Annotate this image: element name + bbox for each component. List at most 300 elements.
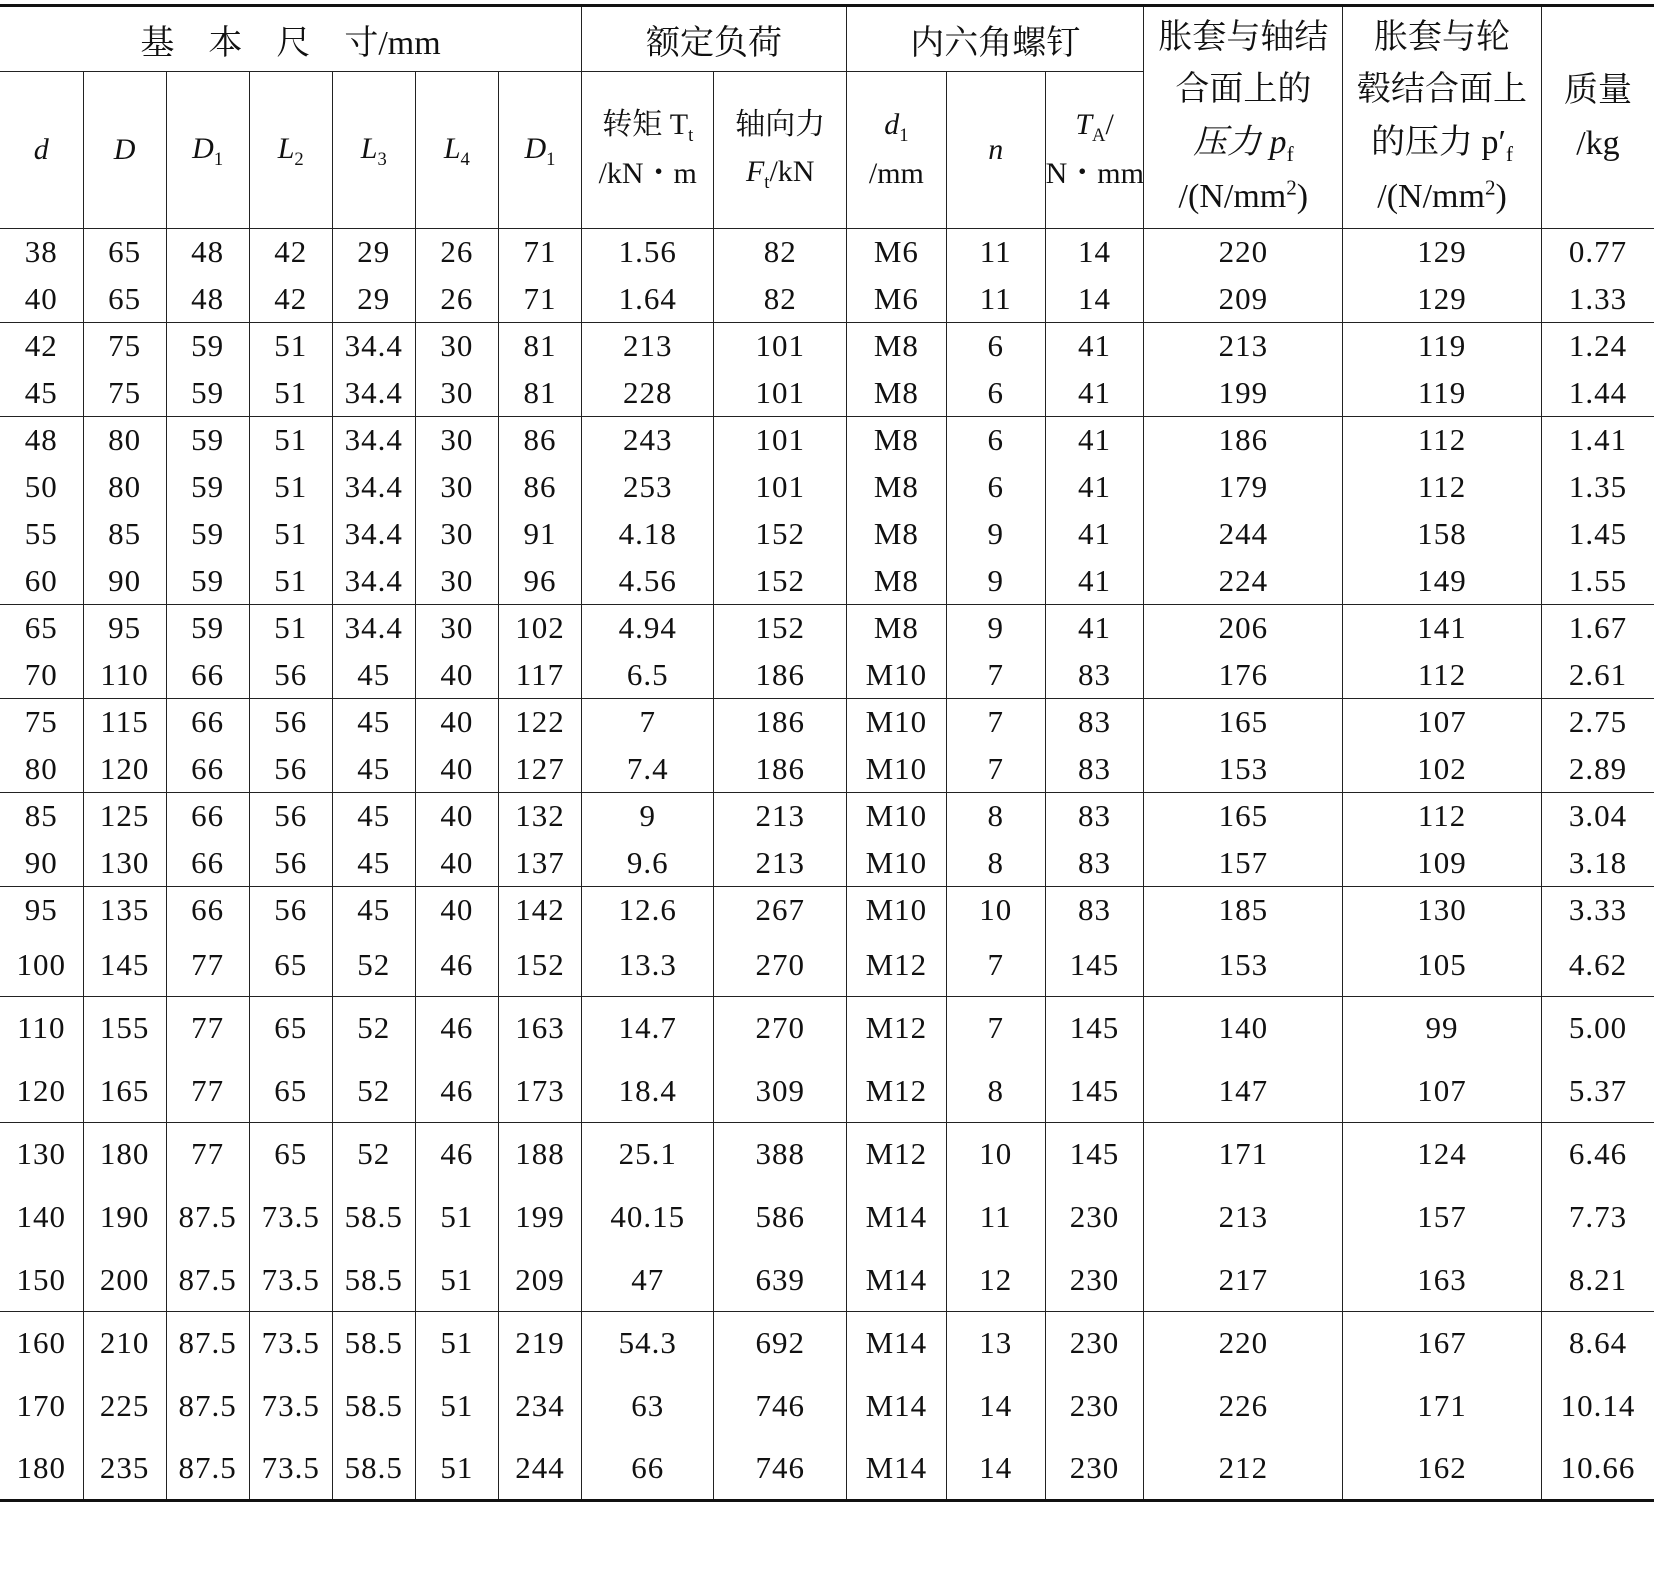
table-cell: 186 [714,652,846,699]
table-cell: 1.45 [1541,511,1654,558]
table-cell: 40 [415,887,498,934]
table-cell: 5.00 [1541,997,1654,1060]
table-cell: 213 [1144,1186,1343,1249]
table-cell: 112 [1343,793,1542,840]
table-cell: 186 [714,699,846,746]
table-cell: 41 [1045,605,1144,652]
table-row [0,1312,1654,1375]
table-cell: M10 [846,887,946,934]
table-cell: 34.4 [332,558,415,605]
table-cell: 66 [582,1438,714,1501]
table-cell: 40.15 [582,1186,714,1249]
table-cell: 160 [0,1312,83,1375]
table-row [0,840,1654,887]
table-cell: 179 [1144,464,1343,511]
table-cell: 48 [166,276,249,323]
table-cell: 9 [582,793,714,840]
table-cell: M8 [846,605,946,652]
table-cell: 51 [415,1375,498,1438]
table-cell: 30 [415,370,498,417]
table-cell: 9 [946,605,1045,652]
table-cell: 3.04 [1541,793,1654,840]
table-cell: 66 [166,887,249,934]
table-cell: 107 [1343,699,1542,746]
table-cell: 253 [582,464,714,511]
table-cell: 130 [0,1123,83,1186]
table-cell: 153 [1144,746,1343,793]
table-cell: 58.5 [332,1312,415,1375]
table-cell: 87.5 [166,1186,249,1249]
table-cell: 66 [166,793,249,840]
table-cell: M12 [846,1060,946,1123]
table-cell: 90 [24,844,58,880]
table-cell: 141 [1343,605,1542,652]
table-cell: 4.62 [1541,934,1654,997]
table-cell: 200 [83,1249,166,1312]
table-cell: 8 [946,840,1045,887]
table-cell: 162 [1343,1438,1542,1501]
table-row [0,1375,1654,1438]
table-cell: 45 [332,699,415,746]
table-cell: 234 [498,1375,581,1438]
table-cell: 186 [1144,417,1343,464]
table-cell: 59 [166,370,249,417]
table-cell: 147 [1144,1060,1343,1123]
table-cell: 230 [1045,1438,1144,1501]
table-cell: 107 [1343,1060,1542,1123]
table-cell: 34.4 [332,511,415,558]
table-cell: 110 [83,652,166,699]
table-cell: 38 [0,229,83,276]
table-cell: 101 [714,464,846,511]
table-cell: 56 [249,887,332,934]
table-cell: 86 [498,464,581,511]
table-row [0,1249,1654,1312]
table-cell: 82 [714,229,846,276]
table-cell: 120 [16,1072,67,1108]
table-cell: 56 [249,746,332,793]
table-cell: M8 [846,511,946,558]
table-cell: 77 [166,997,249,1060]
table-cell: 45 [332,840,415,887]
table-cell: 180 [83,1123,166,1186]
table-cell: 63 [582,1375,714,1438]
table-cell: 77 [166,1060,249,1123]
table-cell: 140 [1144,997,1343,1060]
table-cell: 125 [83,793,166,840]
table-cell: 228 [582,370,714,417]
table-cell: 309 [714,1060,846,1123]
table-cell: 0.77 [1541,229,1654,276]
table-cell: 41 [1045,558,1144,605]
table-cell: 586 [714,1186,846,1249]
table-cell: 117 [498,652,581,699]
table-cell: 45 [332,746,415,793]
table-cell: 230 [1045,1186,1144,1249]
table-cell: M8 [846,464,946,511]
table-cell: 6 [946,417,1045,464]
table-cell: 150 [16,1261,67,1297]
table-cell: 112 [1343,417,1542,464]
table-cell: 8.21 [1541,1249,1654,1312]
table-cell: 110 [0,997,83,1060]
table-cell: M10 [846,746,946,793]
table-cell: 244 [498,1438,581,1501]
table-cell: 65 [249,934,332,997]
table-row [0,1186,1654,1249]
table-row [0,1060,1654,1123]
table-cell: 80 [83,464,166,511]
table-cell: 209 [1144,276,1343,323]
table-cell: 59 [166,511,249,558]
table-cell: 142 [498,887,581,934]
table-cell: 30 [415,511,498,558]
table-cell: 34.4 [332,323,415,370]
table-cell: M14 [846,1438,946,1501]
table-cell: 66 [166,840,249,887]
table-cell: 122 [498,699,581,746]
table-cell: 4.56 [582,558,714,605]
table-cell: 213 [714,840,846,887]
col-L2: $L_2$ [249,72,332,229]
table-cell: 209 [498,1249,581,1312]
table-cell: 230 [1045,1249,1144,1312]
table-cell: 639 [714,1249,846,1312]
table-cell: 165 [83,1060,166,1123]
table-cell: 59 [166,417,249,464]
table-cell: 14 [1045,229,1144,276]
table-cell: 220 [1144,229,1343,276]
table-cell: 51 [415,1438,498,1501]
table-cell: 213 [582,323,714,370]
table-cell: 86 [498,417,581,464]
table-cell: 137 [498,840,581,887]
table-cell: 34.4 [332,417,415,464]
table-cell: 171 [1144,1123,1343,1186]
table-cell: M10 [846,652,946,699]
table-cell: 8 [946,1060,1045,1123]
table-cell: 10 [946,1123,1045,1186]
table-cell: 52 [332,997,415,1060]
table-cell: 90 [83,558,166,605]
table-cell: 225 [83,1375,166,1438]
header-rated-load: 额定负荷 [582,6,847,72]
table-cell: 270 [714,997,846,1060]
table-cell: 51 [249,323,332,370]
table-cell: 176 [1144,652,1343,699]
table-cell: 59 [166,323,249,370]
table-cell: 124 [1343,1123,1542,1186]
table-cell: 46 [415,997,498,1060]
table-cell: 40 [415,793,498,840]
table-cell: M14 [846,1249,946,1312]
table-cell: 2.61 [1541,652,1654,699]
table-cell: 1.64 [582,276,714,323]
table-cell: 6.46 [1541,1123,1654,1186]
table-cell: 30 [415,464,498,511]
table-cell: 243 [582,417,714,464]
table-cell: 83 [1045,652,1144,699]
table-cell: 45 [332,793,415,840]
table-cell: 267 [714,887,846,934]
table-cell: 188 [498,1123,581,1186]
table-cell: 34.4 [332,605,415,652]
table-cell: 6 [946,370,1045,417]
table-cell: 60 [24,562,58,598]
table-row [0,229,1654,276]
table-cell: 80 [83,417,166,464]
table-cell: 173 [498,1060,581,1123]
table-cell: 224 [1144,558,1343,605]
table-cell: M10 [846,793,946,840]
table-cell: 6 [946,464,1045,511]
table-cell: 217 [1144,1249,1343,1312]
table-cell: 8.64 [1541,1312,1654,1375]
table-cell: 82 [714,276,846,323]
table-row [0,699,1654,746]
table-cell: 235 [83,1438,166,1501]
table-cell: 65 [249,1060,332,1123]
table-cell: 388 [714,1123,846,1186]
table-cell: 91 [498,511,581,558]
table-cell: 163 [1343,1249,1542,1312]
table-cell: 11 [946,229,1045,276]
table-cell: 1.24 [1541,323,1654,370]
table-cell: 40 [24,280,58,316]
table-cell: 26 [415,276,498,323]
table-cell: M8 [846,370,946,417]
table-cell: 5.37 [1541,1060,1654,1123]
table-cell: 47 [582,1249,714,1312]
table-cell: 59 [166,605,249,652]
table-cell: 73.5 [249,1312,332,1375]
table-cell: M8 [846,417,946,464]
table-cell: M12 [846,934,946,997]
table-cell: 171 [1343,1375,1542,1438]
table-cell: 746 [714,1438,846,1501]
table-row [0,1123,1654,1186]
table-cell: 199 [498,1186,581,1249]
spec-table [0,4,1654,1502]
table-cell: 42 [249,229,332,276]
table-cell: 83 [1045,887,1144,934]
table-cell: 65 [83,229,166,276]
table-cell: 75 [83,323,166,370]
table-cell: 100 [16,946,67,982]
table-cell: 8 [946,793,1045,840]
table-cell: 40 [415,699,498,746]
table-cell: 230 [1045,1312,1144,1375]
header-hex-socket-screw: 内六角螺钉 [846,6,1144,72]
table-row [0,276,1654,323]
table-cell: 112 [1343,652,1542,699]
table-cell: 692 [714,1312,846,1375]
table-cell: 140 [16,1199,67,1234]
table-cell: 51 [249,558,332,605]
table-cell: 3.18 [1541,840,1654,887]
table-cell: 65 [83,276,166,323]
table-cell: M12 [846,997,946,1060]
table-row [0,934,1654,997]
table-cell: 7 [946,997,1045,1060]
table-cell: 83 [1045,746,1144,793]
table-cell: 130 [83,840,166,887]
table-cell: 185 [1144,887,1343,934]
table-cell: 65 [249,1123,332,1186]
table-cell: 7 [946,746,1045,793]
table-cell: 7 [582,699,714,746]
table-row [0,417,1654,464]
table-cell: M6 [846,229,946,276]
table-cell: 58.5 [332,1186,415,1249]
table-cell: 56 [249,793,332,840]
table-cell: 1.41 [1541,417,1654,464]
table-cell: 186 [714,746,846,793]
table-cell: 120 [83,746,166,793]
table-cell: 13.3 [582,934,714,997]
table-cell: 1.67 [1541,605,1654,652]
table-row [0,1438,1654,1501]
col-TA: $T_A/$ N・mm [1045,72,1144,229]
table-row [0,370,1654,417]
table-cell: 73.5 [249,1186,332,1249]
table-cell: 132 [498,793,581,840]
table-cell: 41 [1045,511,1144,558]
table-cell: 30 [415,605,498,652]
table-cell: 52 [332,934,415,997]
table-cell: 14 [946,1375,1045,1438]
table-cell: 58.5 [332,1249,415,1312]
col-torque: 转矩 $T_t$ /kN・m [582,72,714,229]
table-cell: 2.89 [1541,746,1654,793]
table-cell: 152 [714,511,846,558]
table-cell: 102 [1343,746,1542,793]
table-cell: 51 [249,370,332,417]
table-cell: 51 [249,605,332,652]
table-cell: M14 [846,1312,946,1375]
table-cell: 7.73 [1541,1186,1654,1249]
table-cell: 13 [946,1312,1045,1375]
table-cell: 80 [24,750,58,786]
table-cell: 45 [332,887,415,934]
table-cell: 30 [415,417,498,464]
table-cell: 46 [415,934,498,997]
table-cell: 119 [1343,323,1542,370]
table-cell: 1.33 [1541,276,1654,323]
table-cell: 9 [946,558,1045,605]
table-cell: M8 [846,323,946,370]
table-cell: M10 [846,840,946,887]
table-cell: 95 [83,605,166,652]
table-cell: 26 [415,229,498,276]
table-cell: 102 [498,605,581,652]
table-cell: 41 [1045,323,1144,370]
table-cell: 115 [83,699,166,746]
table-cell: 52 [332,1123,415,1186]
table-cell: 77 [166,1123,249,1186]
table-cell: 746 [714,1375,846,1438]
table-cell: 219 [498,1312,581,1375]
table-cell: 51 [415,1312,498,1375]
table-cell: 105 [1343,934,1542,997]
table-cell: 83 [1045,699,1144,746]
table-cell: 87.5 [166,1249,249,1312]
table-cell: 244 [1144,511,1343,558]
table-cell: 11 [946,1186,1045,1249]
col-n: n [946,72,1045,229]
table-cell: 6.5 [582,652,714,699]
table-cell: 149 [1343,558,1542,605]
table-cell: 127 [498,746,581,793]
table-cell: 96 [498,558,581,605]
table-row [0,323,1654,370]
table-cell: 71 [498,229,581,276]
table-cell: 112 [1343,464,1542,511]
table-cell: 230 [1045,1375,1144,1438]
table-row [0,464,1654,511]
table-cell: 190 [83,1186,166,1249]
table-cell: 170 [16,1388,67,1423]
table-row [0,511,1654,558]
table-cell: 54.3 [582,1312,714,1375]
table-row [0,997,1654,1060]
table-cell: 145 [1045,1060,1144,1123]
table-cell: 129 [1343,229,1542,276]
table-cell: 14 [946,1438,1045,1501]
table-cell: 51 [415,1186,498,1249]
table-cell: 30 [415,558,498,605]
header-hub-contact-pressure: 胀套与轮 毂结合面上 的压力 $p'_f$ $/(N/mm^2)$ [1343,6,1542,229]
table-cell: 6 [946,323,1045,370]
col-L3: $L_3$ [332,72,415,229]
col-D: D [83,72,166,229]
table-cell: M8 [846,558,946,605]
table-cell: 153 [1144,934,1343,997]
table-cell: 29 [332,276,415,323]
table-cell: M12 [846,1123,946,1186]
table-cell: M14 [846,1375,946,1438]
table-cell: 65 [249,997,332,1060]
table-cell: 101 [714,370,846,417]
table-cell: 18.4 [582,1060,714,1123]
col-axial-force: 轴向力 $F_t/kN$ [714,72,846,229]
table-cell: 11 [946,276,1045,323]
table-cell: 59 [166,558,249,605]
table-cell: 66 [166,652,249,699]
table-cell: 7 [946,652,1045,699]
table-row [0,746,1654,793]
table-cell: M14 [846,1186,946,1249]
table-cell: 51 [249,417,332,464]
table-cell: 40 [415,840,498,887]
table-cell: 14.7 [582,997,714,1060]
table-cell: 7.4 [582,746,714,793]
table-cell: 42 [0,323,83,370]
table-cell: 220 [1144,1312,1343,1375]
table-cell: 81 [498,323,581,370]
col-D1: $D_1$ [166,72,249,229]
table-cell: 40 [415,652,498,699]
table-cell: 145 [1045,934,1144,997]
table-cell: 129 [1343,276,1542,323]
table-cell: 152 [498,934,581,997]
table-cell: 101 [714,417,846,464]
table-cell: 75 [0,699,83,746]
table-cell: M10 [846,699,946,746]
table-cell: 199 [1144,370,1343,417]
table-cell: 66 [166,746,249,793]
table-cell: 87.5 [166,1312,249,1375]
